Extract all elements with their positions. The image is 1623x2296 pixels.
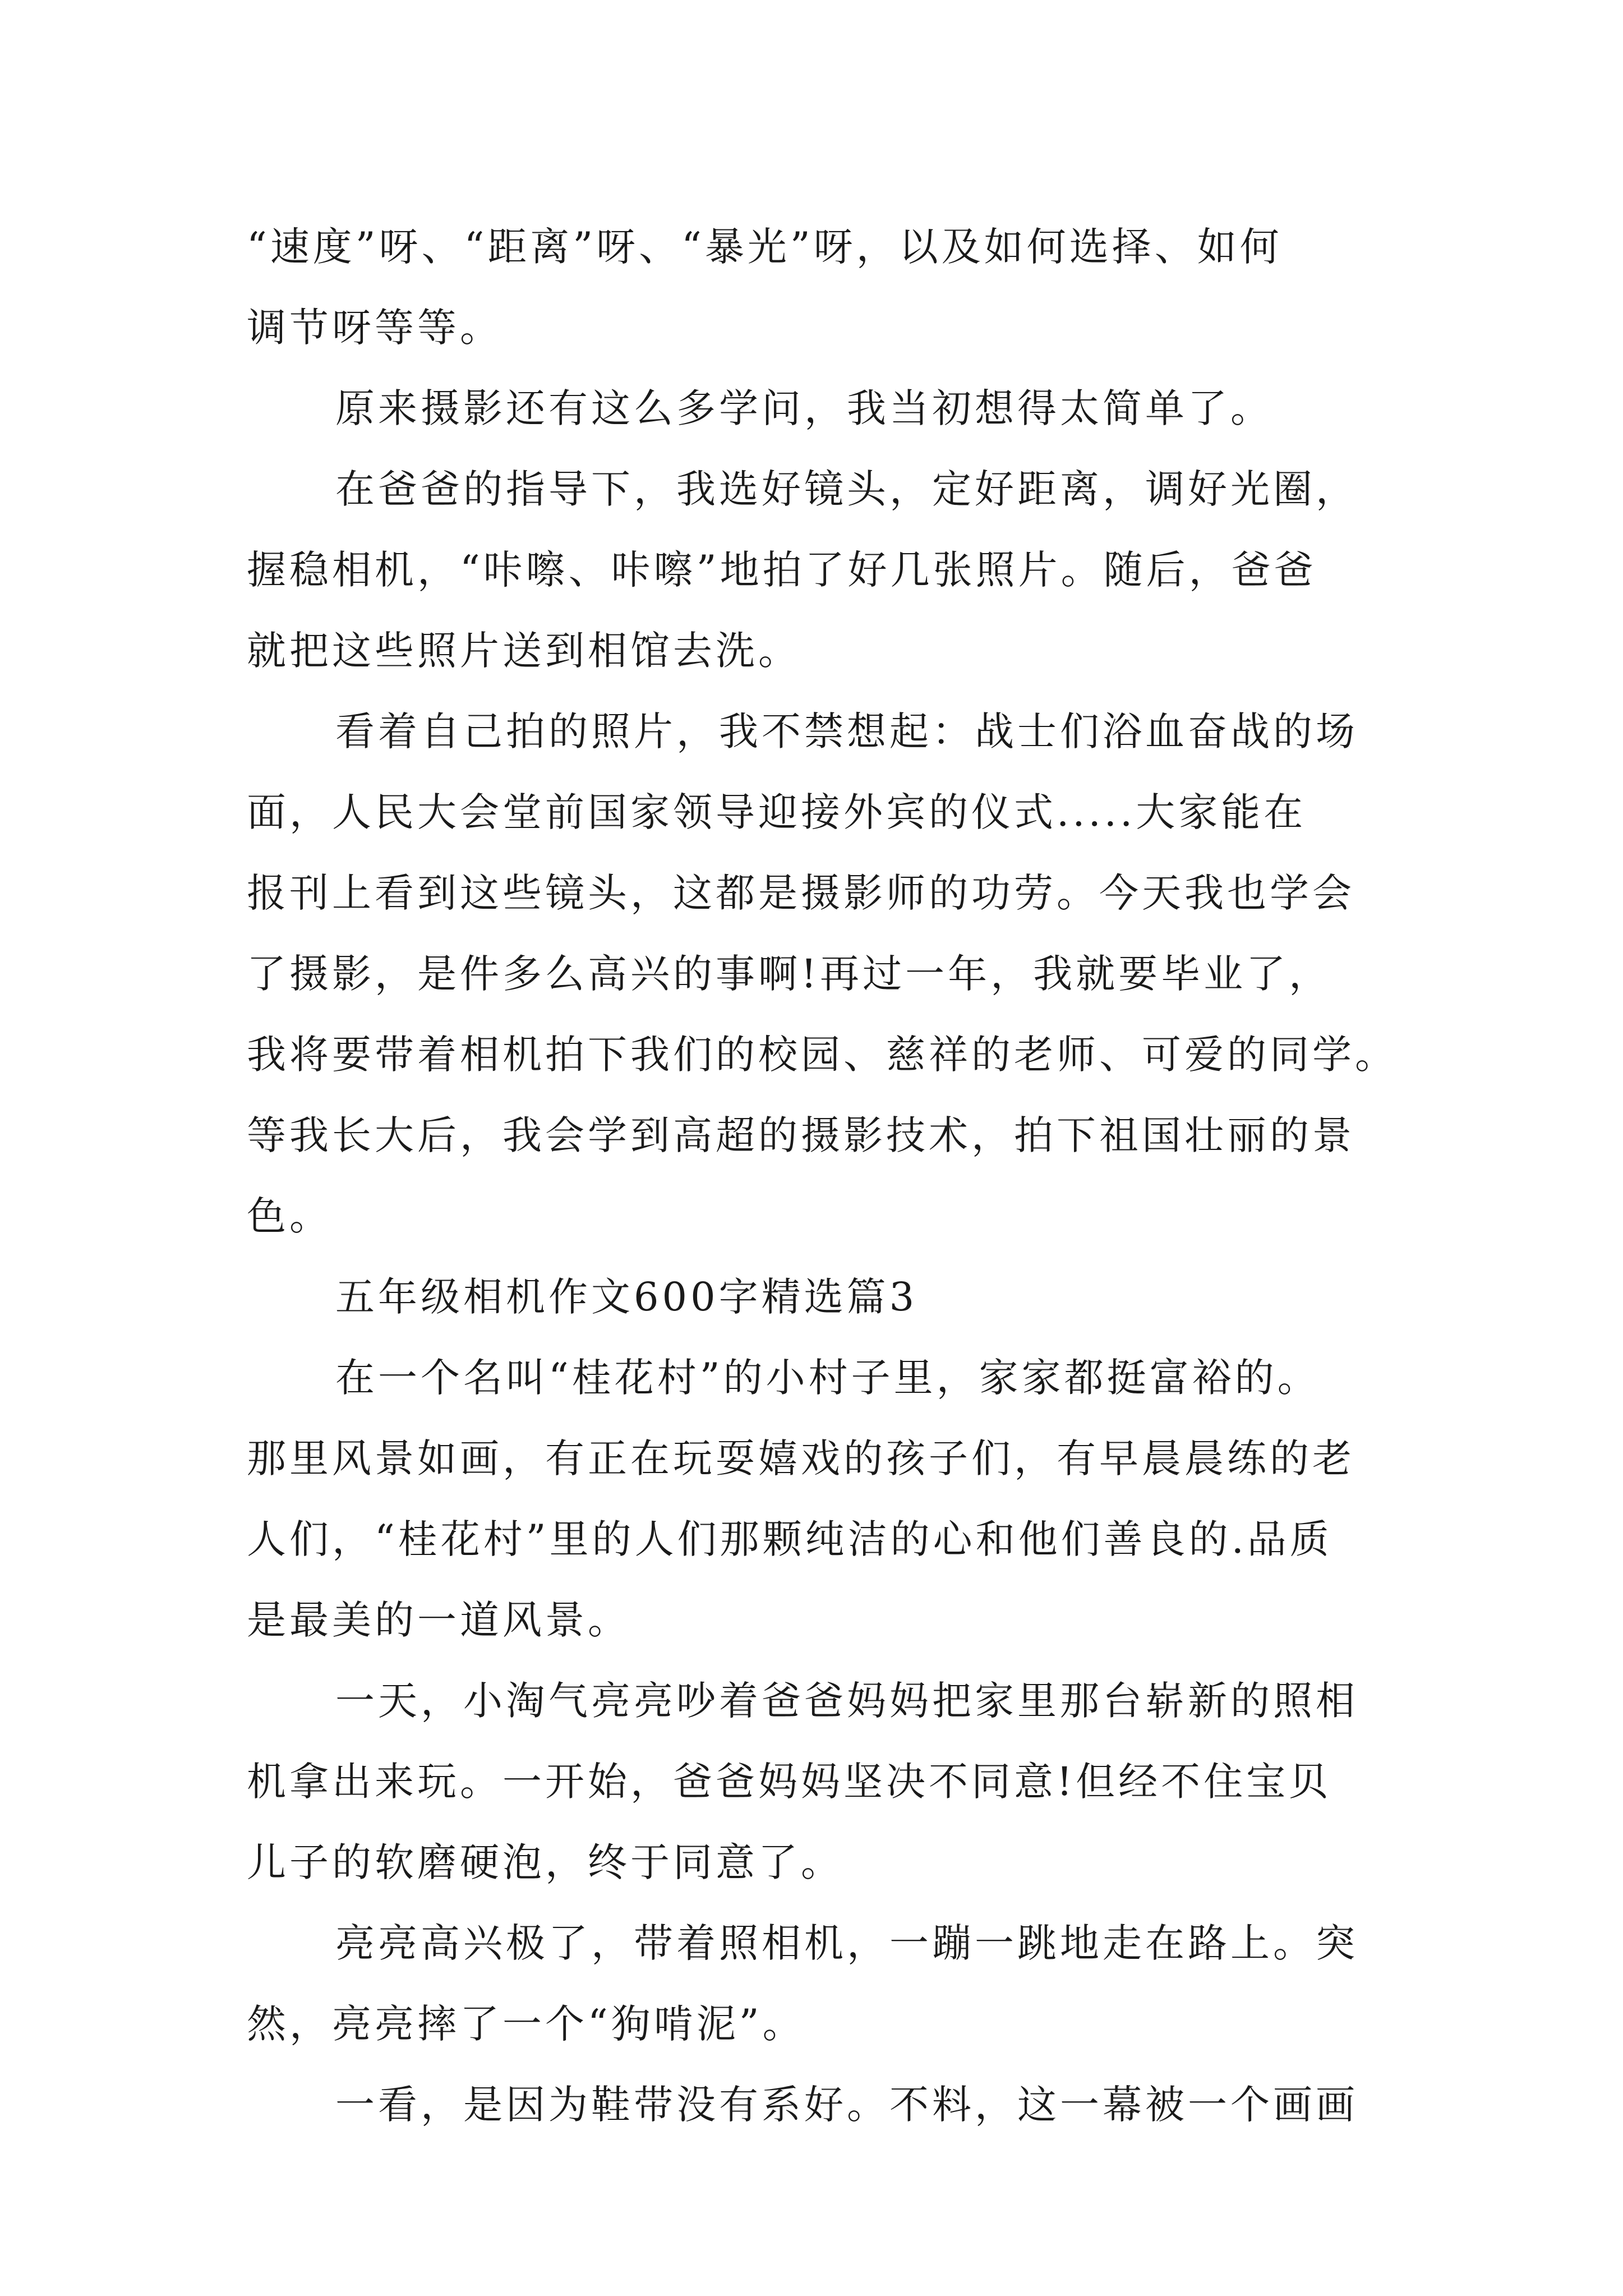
text-line: 在爸爸的指导下，我选好镜头，定好距离，调好光圈， xyxy=(335,466,1358,512)
text-line: 看着自己拍的照片，我不禁想起：战士们浴血奋战的场 xyxy=(335,708,1358,754)
text-line: 那里风景如画，有正在玩耍嬉戏的孩子们，有早晨晨练的老 xyxy=(247,1435,1355,1481)
text-line: 我将要带着相机拍下我们的校园、慈祥的老师、可爱的同学。 xyxy=(247,1032,1398,1078)
text-line: 就把这些照片送到相馆去洗。 xyxy=(247,628,801,674)
text-line: 原来摄影还有这么多学问，我当初想得太简单了。 xyxy=(335,385,1273,431)
text-line: 一天，小淘气亮亮吵着爸爸妈妈把家里那台崭新的照相 xyxy=(335,1678,1358,1724)
section-heading: 五年级相机作文600字精选篇3 xyxy=(335,1274,918,1320)
text-line: 在一个名叫“桂花村”的小村子里，家家都挺富裕的。 xyxy=(335,1355,1320,1401)
text-line: 面，人民大会堂前国家领导迎接外宾的仪式.....大家能在 xyxy=(247,789,1307,835)
text-line: 是最美的一道风景。 xyxy=(247,1597,630,1643)
text-line: 然，亮亮摔了一个“狗啃泥”。 xyxy=(247,2001,805,2047)
text-line: 了摄影，是件多么高兴的事啊!再过一年，我就要毕业了， xyxy=(247,951,1332,997)
document-text-body xyxy=(247,206,1396,2145)
text-line: 握稳相机，“咔嚓、咔嚓”地拍了好几张照片。随后，爸爸 xyxy=(247,547,1317,593)
text-line: 色。 xyxy=(247,1193,332,1239)
text-line: 儿子的软磨硬泡，终于同意了。 xyxy=(247,1839,843,1885)
text-line: 报刊上看到这些镜头，这都是摄影师的功劳。今天我也学会 xyxy=(247,870,1355,916)
text-line: 调节呀等等。 xyxy=(247,305,502,351)
text-line: 一看，是因为鞋带没有系好。不料，这一幕被一个画画 xyxy=(335,2082,1358,2128)
text-line: 亮亮高兴极了，带着照相机，一蹦一跳地走在路上。突 xyxy=(335,1920,1358,1966)
text-line: 人们，“桂花村”里的人们那颗纯洁的心和他们善良的.品质 xyxy=(247,1516,1332,1562)
text-line: “速度”呀、“距离”呀、“暴光”呀，以及如何选择、如何 xyxy=(247,224,1283,270)
text-line: 等我长大后，我会学到高超的摄影技术，拍下祖国壮丽的景 xyxy=(247,1112,1355,1158)
text-line: 机拿出来玩。一开始，爸爸妈妈坚决不同意!但经不住宝贝 xyxy=(247,1759,1332,1805)
